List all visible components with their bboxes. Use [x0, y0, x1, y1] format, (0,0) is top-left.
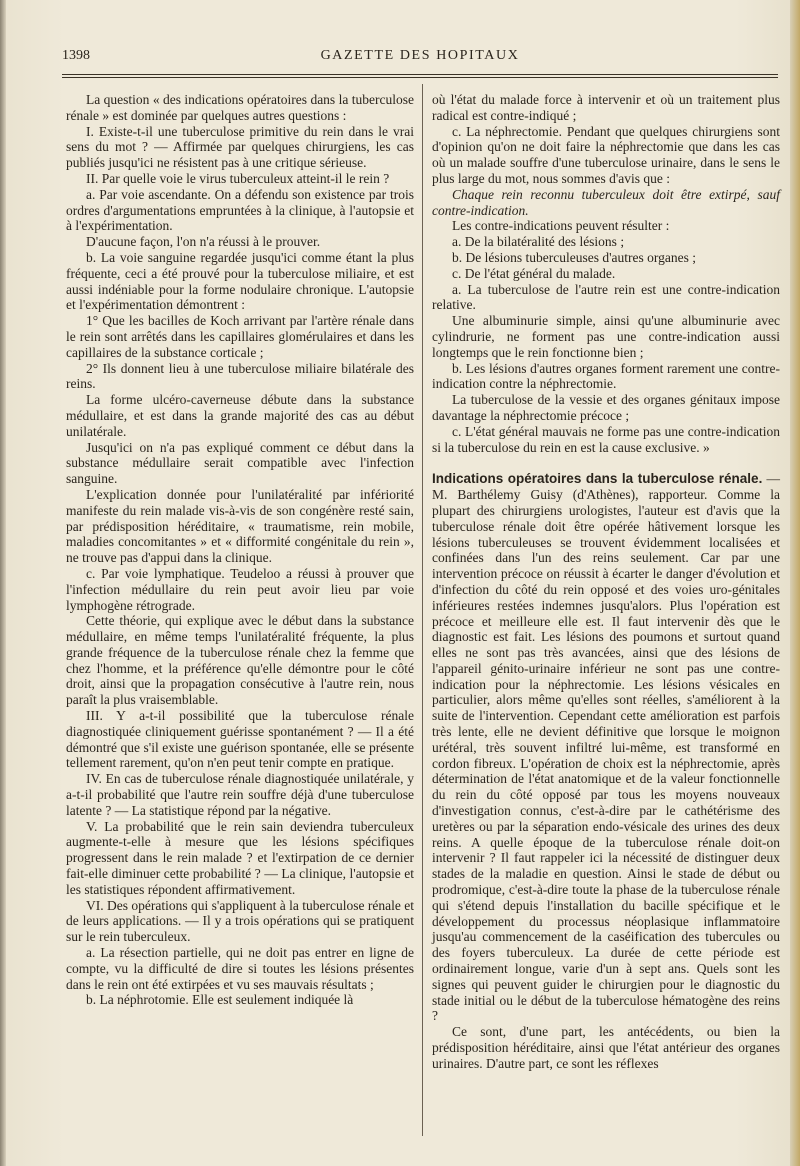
list-item: b. De lésions tuberculeuses d'autres organes ;: [452, 249, 696, 265]
question-primitive-tuberculosis: I. Existe-t-il une tuberculose primitive du rein dans le vrai sens du mot ? — Affirmée par quelques chirurgiens, les cas publiés jusqu'ici ne résistent pas à une critique sérieuse.: [66, 123, 414, 171]
paragraph: b. La voie sanguine regardée jusqu'ici comme étant la plus fréquente, ceci a été prouvé pour la tuberculose miliaire, et est aussi indéniable pour la forme nodulaire chronique. L'autopsie et l'expérimentation démontrent :: [66, 249, 414, 313]
paragraph: D'aucune façon, l'on n'a réussi à le prouver.: [86, 234, 321, 250]
paragraph: III. Y a-t-il possibilité que la tuberculose rénale diagnostiquée cliniquement guérisse spontanément ? — Il a été démontré que s'il existe une guérison spontanée, elle se présente tellement rarement, qu'on n'en peut tenir compte en pratique.: [66, 708, 414, 771]
paragraph: Les contre-indications peuvent résulter :: [452, 218, 670, 234]
paragraph: a. La tuberculose de l'autre rein est une contre-indication relative.: [432, 281, 780, 313]
paragraph: Ce sont, d'une part, les antécédents, ou bien la prédisposition héréditaire, ainsi que l'état antérieur des organes urinaires. D'autre part, ce sont les réflexes: [432, 1024, 780, 1071]
right-column: [432, 92, 780, 1072]
header-rule-thin: [62, 77, 778, 78]
page-header: [62, 48, 778, 70]
paragraph: c. Par voie lymphatique. Teudeloo a réussi à prouver que l'infection médullaire du rein peut avoir lieu par voie lymphogène rétrograde.: [66, 565, 414, 613]
conclusion-italic: Chaque rein reconnu tuberculeux doit être extirpé, sauf contre-indication.: [432, 186, 780, 218]
paragraph: Une albuminurie simple, ainsi qu'une albuminurie avec cylindrurie, ne forment pas une contre-indication aussi longtemps que le rein fonctionne bien ;: [432, 313, 780, 360]
header-rule: [62, 74, 778, 75]
list-item: c. De l'état général du malade.: [452, 265, 616, 281]
section-gap: [432, 455, 780, 471]
section-paragraph: [432, 471, 780, 1024]
paragraph: c. L'état général mauvais ne forme pas une contre-indication si la tuberculose du rein en est la cause exclusive. »: [432, 423, 780, 455]
paragraph: Jusqu'ici on n'a pas expliqué comment ce début dans la substance médullaire serait compatible avec l'infection sanguine.: [66, 439, 414, 487]
paragraph: b. La néphrotomie. Elle est seulement indiquée là: [86, 992, 354, 1008]
page-left-shadow: [0, 0, 6, 1166]
paragraph: où l'état du malade force à intervenir et où un traitement plus radical est contre-indiqué ;: [432, 92, 780, 123]
paragraph: L'explication donnée pour l'unilatéralité par infériorité manifeste du rein malade vis-à-vis de son congénère resté sain, par prédisposition héréditaire, « traumatisme, rein mobile, maladies concomitantes » et « difformité congénitale du rein », ne trouve pas d'appui dans la clinique.: [66, 486, 414, 566]
paragraph: La tuberculose de la vessie et des organes génitaux impose davantage la néphrectomie précoce ;: [432, 392, 780, 423]
paragraph: 1° Que les bacilles de Koch arrivant par l'artère rénale dans le rein sont arrêtés dans les capillaires glomérulaires et dans les capillaires de la substance corticale ;: [66, 313, 414, 360]
paragraph: IV. En cas de tuberculose rénale diagnostiquée unilatérale, y a-t-il probabilité que l'autre rein souffre déjà d'une tuberculose latente ? — La statistique répond par la négative.: [66, 771, 414, 818]
left-column: [66, 92, 414, 1008]
paragraph: Cette théorie, qui explique avec le début dans la substance médullaire, en même temps l'unilatéralité fréquente, la plus grande fréquence de la tuberculose rénale chez la femme que chez l'homme, et la préférence qu'elle démontre pour le côté droit, ainsi que la propagation consécutive à l'autre rein, nous paraît la plus vraisemblable.: [66, 613, 414, 708]
paragraph: b. Les lésions d'autres organes forment rarement une contre-indication contre la néphrectomie.: [432, 360, 780, 392]
paragraph: 2° Ils donnent lieu à une tuberculose miliaire bilatérale des reins.: [66, 360, 414, 392]
list-item: a. De la bilatéralité des lésions ;: [452, 234, 625, 250]
paragraph: La question « des indications opératoires dans la tuberculose rénale » est dominée par quelques autres questions :: [66, 92, 414, 123]
page-number: 1398: [62, 48, 90, 63]
paragraph: V. La probabilité que le rein sain deviendra tuberculeux augmente-t-elle à mesure que les lésions spécifiques progressent dans le rein malade ? et l'extirpation de ce dernier fait-elle diminuer cette probabilité ? — La clinique, l'autopsie et les statistiques répondent affirmativement.: [66, 818, 414, 897]
journal-title: GAZETTE DES HOPITAUX: [320, 48, 520, 63]
question-virus-path: II. Par quelle voie le virus tuberculeux atteint-il le rein ?: [86, 170, 390, 186]
column-divider: [422, 84, 423, 1136]
paragraph: La forme ulcéro-caverneuse débute dans la substance médullaire, et est dans la grande majorité des cas au début unilatérale.: [66, 392, 414, 439]
paragraph: a. La résection partielle, qui ne doit pas entrer en ligne de compte, vu la difficulté de dire si toutes les lésions présentes dans le rein ont été extirpées et vu ses mauvais résultats ;: [66, 945, 414, 992]
page-right-edge: [790, 0, 800, 1166]
section-heading: Indications opératoires dans la tuberculose rénale.: [432, 471, 763, 487]
paragraph: a. Par voie ascendante. On a défendu son existence par trois ordres d'argumentations empruntées à la clinique, à l'autopsie et à l'expérimentation.: [66, 186, 414, 234]
paragraph: VI. Des opérations qui s'appliquent à la tuberculose rénale et de leurs applications. — Il y a trois opérations qui se pratiquent sur le rein tuberculeux.: [66, 897, 414, 945]
paragraph: c. La néphrectomie. Pendant que quelques chirurgiens sont d'opinion qu'on ne doit faire la néphrectomie que dans les cas où un malade souffre d'une tuberculose urinaire, dans le sens le plus large du mot, nous sommes d'avis que :: [432, 123, 780, 186]
section-intro: — M. Barthélemy Guisy (d'Athènes), rapporteur. Comme la plupart des chirurgiens urologistes, l'auteur est d'avis que la tuberculose rénale doit être opérée hâtivement lorsque les lésions tuberculeuses se trouvent évidemment localisées et confinées dans l'un des reins seulement. Car par une intervention précoce on réussit à écarter le danger d'évolution et d'infection du côté du rein opposé et des voies uro-génitales inférieures restées indemnes jusqu'alors. Plus l'opération est précoce et meilleure elle est. Il faut intervenir dès que le diagnostic est fait. Les lésions des poumons et surtout quand elles ne sont pas très avancées, ainsi que des lésions de l'appareil génito-urinaire inférieur ne sont pas une contre-indication pour la néphrectomie. Les lésions vésicales en particulier, alors même qu'elles sont réelles, s'améliorent à la suite de l'intervention. Cependant cette amélioration est parfois très lente, elle ne devient définitive que lorsque le moignon urétéral, très souvent infiltré lui-même, est transformé en cordon fibreux. L'opération de choix est la néphrectomie, après détermination de l'état anatomique et de la valeur fonctionnelle du rein du côté opposé par tous les moyens nouveaux d'investigation connus, c'est-à-dire par le cathétérisme des uretères ou par la séparation endo-vésicale des urines des deux reins. A quelle époque de la tuberculose rénale doit-on intervenir ? Il faut rappeler ici la nécessité de distinguer deux stades de la maladie en question. Ainsi le stade de début ou prodromique, c'est-à-dire toute la phase de la tuberculose rénale qui s'étend depuis l'installation du bacille spécifique et le développement du processus néoplasique inflammatoire jusqu'au commencement de la caséification des tubercules ou des foyers tuberculeux. La durée de cette période est ordinairement longue, varie d'un à sept ans. Quels sont les signes qui peuvent guider le chirurgien pour le diagnostic du stade initial ou le début de la tuberculose hématogène des reins ?: [432, 471, 780, 1024]
